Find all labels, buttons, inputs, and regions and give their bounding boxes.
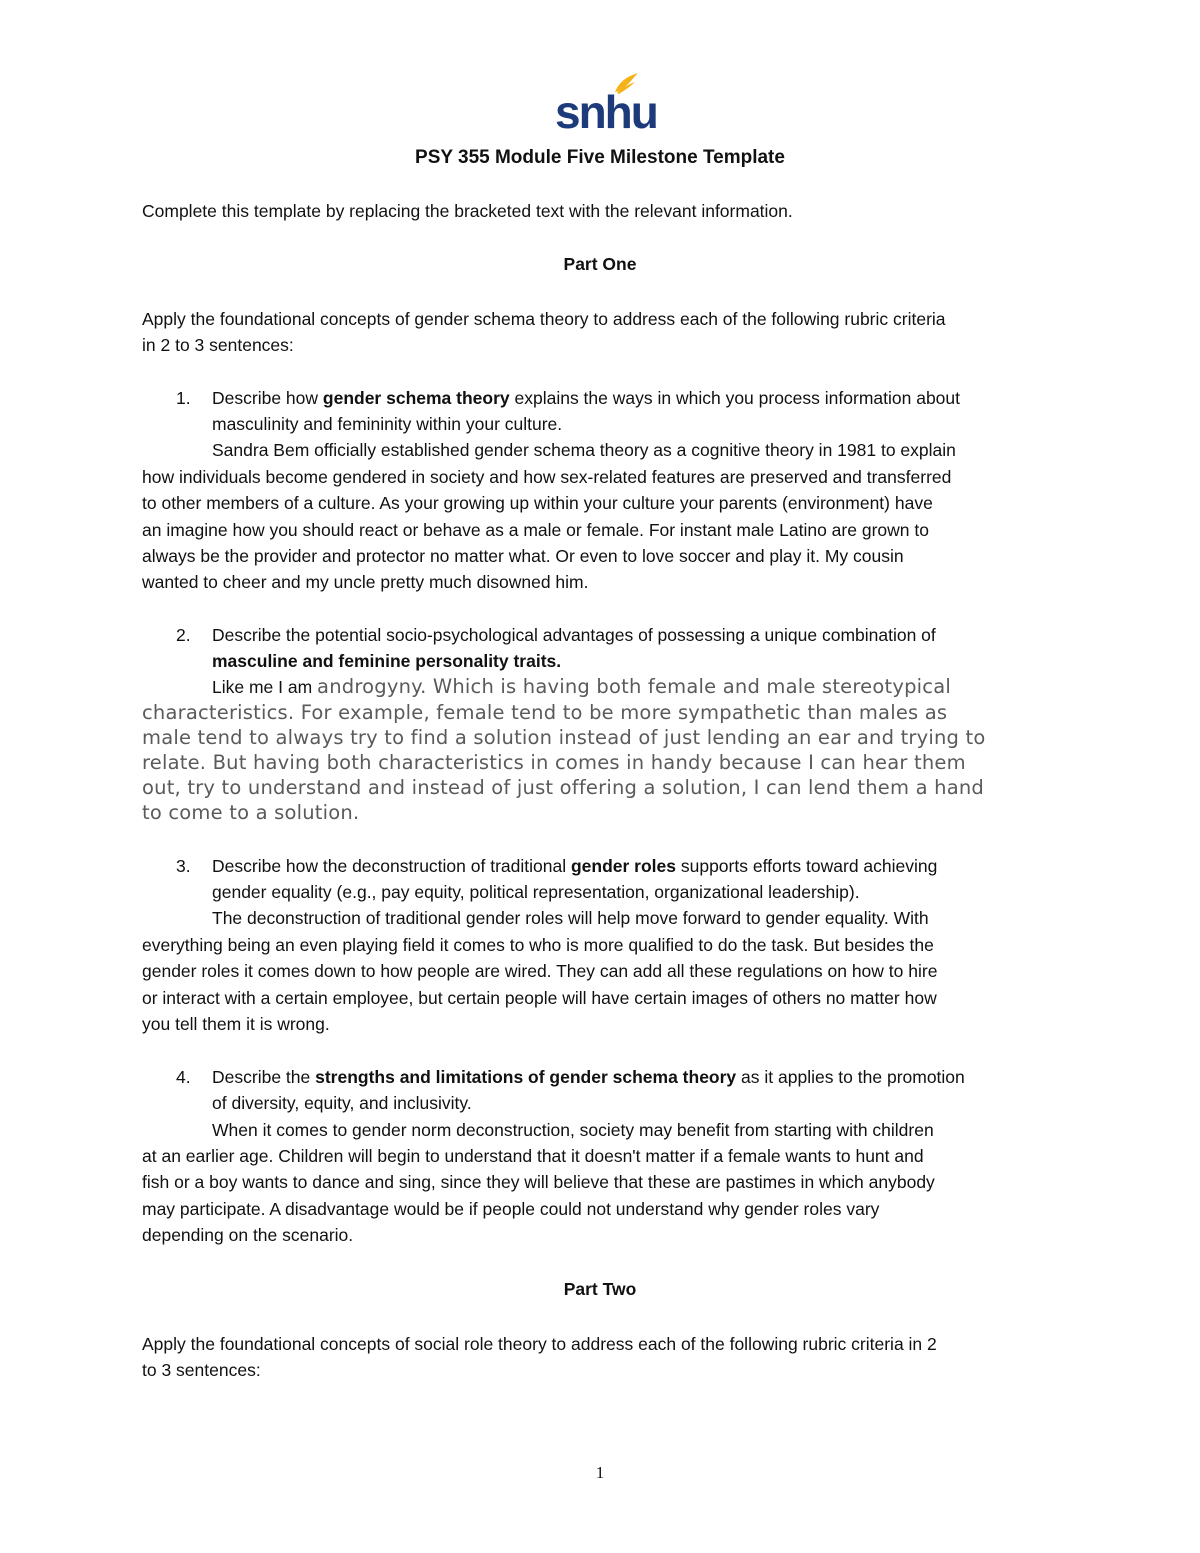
answer-4-line: depending on the scenario. <box>142 1225 354 1245</box>
part-two-heading: Part Two <box>563 1279 637 1299</box>
question-number: 3. <box>176 856 191 876</box>
answer-4-line: When it comes to gender norm deconstruction, society may benefit from starting with children <box>212 1120 934 1140</box>
answer-1-line: Sandra Bem officially established gender schema theory as a cognitive theory in 1981 to explain <box>212 440 956 460</box>
instructions: Complete this template by replacing the bracketed text with the relevant information. <box>142 201 793 221</box>
question-2-text: masculine and feminine personality traits. <box>212 651 562 671</box>
answer-2-line: male tend to always try to find a solution instead of just lending an ear and trying to <box>142 726 986 749</box>
part-one-intro: Apply the foundational concepts of gender schema theory to address each of the following rubric criteria <box>142 309 946 329</box>
question-2-text: Describe the potential socio-psychological advantages of possessing a unique combination of <box>212 625 936 645</box>
answer-3-line: The deconstruction of traditional gender roles will help move forward to gender equality. With <box>212 908 929 928</box>
answer-1-line: wanted to cheer and my uncle pretty much disowned him. <box>142 572 589 592</box>
answer-2-line: characteristics. For example, female tend to be more sympathetic than males as <box>142 701 948 724</box>
question-1-text: masculinity and femininity within your culture. <box>212 414 563 434</box>
answer-1-line: an imagine how you should react or behave as a male or female. For instant male Latino are grown to <box>142 520 929 540</box>
part-one-intro: in 2 to 3 sentences: <box>142 335 294 355</box>
question-number: 4. <box>176 1067 191 1087</box>
question-4-text: of diversity, equity, and inclusivity. <box>212 1093 472 1113</box>
part-one-heading: Part One <box>563 254 637 274</box>
answer-2-line: relate. But having both characteristics in comes in handy because I can hear them <box>142 751 966 774</box>
question-4-text: Describe the strengths and limitations of gender schema theory as it applies to the promotion <box>212 1067 965 1087</box>
answer-1-line: to other members of a culture. As your growing up within your culture your parents (environment) have <box>142 493 933 513</box>
snhu-logo <box>555 72 657 138</box>
page-number: 1 <box>595 1463 605 1482</box>
question-number: 2. <box>176 625 191 645</box>
answer-4-line: may participate. A disadvantage would be if people could not understand why gender roles vary <box>142 1199 880 1219</box>
page-title: PSY 355 Module Five Milestone Template <box>415 147 785 168</box>
part-two-intro: to 3 sentences: <box>142 1360 261 1380</box>
answer-1-line: how individuals become gendered in society and how sex-related features are preserved and transferred <box>142 467 952 487</box>
question-number: 1. <box>176 388 191 408</box>
answer-2-line: to come to a solution. <box>142 801 360 824</box>
answer-3-line: or interact with a certain employee, but certain people will have certain images of others no matter how <box>142 988 937 1008</box>
part-two-intro: Apply the foundational concepts of social role theory to address each of the following rubric criteria in 2 <box>142 1334 937 1354</box>
question-3-text: gender equality (e.g., pay equity, political representation, organizational leadership). <box>212 882 860 902</box>
answer-2-line: out, try to understand and instead of just offering a solution, I can lend them a hand <box>142 776 984 799</box>
question-3-text: Describe how the deconstruction of traditional gender roles supports efforts toward achieving <box>212 856 938 876</box>
answer-3-line: everything being an even playing field it comes to who is more qualified to do the task. But besides the <box>142 935 934 955</box>
logo-text: snhu <box>555 86 657 138</box>
answer-4-line: fish or a boy wants to dance and sing, since they will believe that these are pastimes in which anybody <box>142 1172 935 1192</box>
question-1-text: Describe how gender schema theory explains the ways in which you process information about <box>212 388 961 408</box>
answer-1-line: always be the provider and protector no matter what. Or even to love soccer and play it. My cousin <box>142 546 904 566</box>
answer-4-line: at an earlier age. Children will begin to understand that it doesn't matter if a female wants to hunt and <box>142 1146 924 1166</box>
answer-3-line: you tell them it is wrong. <box>142 1014 330 1034</box>
answer-2-line: Like me I am androgyny. Which is having both female and male stereotypical <box>212 675 951 698</box>
answer-3-line: gender roles it comes down to how people are wired. They can add all these regulations on how to hire <box>142 961 938 981</box>
